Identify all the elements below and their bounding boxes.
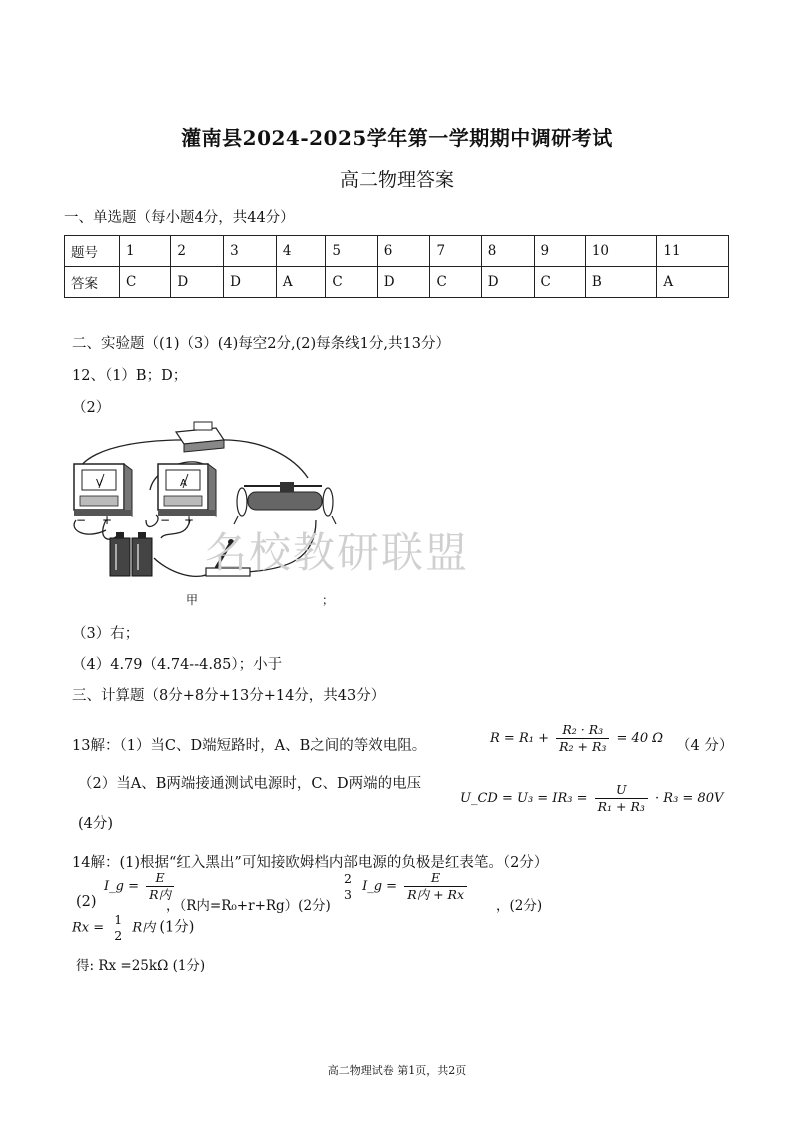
table-cell: D <box>171 267 224 298</box>
q13-formula2-right: · R₃ = 80V <box>655 791 724 806</box>
table-cell: C <box>430 267 481 298</box>
fraction-numerator: U <box>595 782 648 799</box>
q14-eq2-left: I_g = <box>362 879 398 894</box>
q13-formula1-left: R = R₁ + <box>490 731 549 746</box>
table-cell: 10 <box>585 236 657 267</box>
fraction-denominator: 2 <box>114 928 123 943</box>
q13-formula1 <box>490 722 663 755</box>
fraction-denominator: R内 <box>149 887 172 902</box>
table-row-answers <box>65 267 729 298</box>
table-cell: 7 <box>430 236 481 267</box>
section2-heading: 二、实验题（(1)（3）(4)每空2分,(2)每条线1分,共13分） <box>72 336 450 352</box>
voltmeter-label: V <box>96 478 103 489</box>
voltmeter-plus: + <box>102 513 113 527</box>
table-cell: C <box>534 267 585 298</box>
ammeter <box>158 464 216 527</box>
q14-eq1-left: I_g = <box>104 879 139 894</box>
page-subtitle: 高二物理答案 <box>339 169 454 191</box>
rheostat <box>234 482 336 524</box>
figure-caption: 甲 <box>186 593 199 607</box>
table-row-questions <box>65 236 729 267</box>
fraction-numerator: 1 <box>114 912 123 927</box>
table-cell: A <box>657 267 729 298</box>
fraction-denominator: R₂ + R₃ <box>559 739 607 754</box>
q12-part2: （2） <box>72 400 111 416</box>
table-cell: B <box>585 267 657 298</box>
q14-eq2-fraction <box>404 870 467 903</box>
ammeter-minus: − <box>160 513 171 527</box>
ammeter-label: A <box>180 478 187 489</box>
q14-eq2 <box>338 870 470 903</box>
q14-eq2-note: ，(2分) <box>496 898 543 914</box>
table-cell: 2 <box>171 236 224 267</box>
table-header-cell: 答案 <box>65 267 120 298</box>
fraction-denominator: 3 <box>344 886 352 902</box>
q14-eq3-coef <box>111 912 125 944</box>
section3-heading: 三、计算题（8分+8分+13分+14分，共43分） <box>72 688 386 704</box>
q13-formula1-fraction <box>556 722 609 755</box>
fraction-denominator: R内 + Rx <box>407 887 465 902</box>
section1-heading: 一、单选题（每小题4分，共44分） <box>64 210 295 226</box>
table-cell: 6 <box>377 236 430 267</box>
page-title: 灌南县2024-2025学年第一学期期中调研考试 <box>181 126 613 150</box>
q12-part3: （3）右； <box>72 626 140 642</box>
fraction-numerator: E <box>146 870 174 887</box>
q12-part4: （4）4.79（4.74--4.85）；小于 <box>72 657 283 673</box>
table-cell: A <box>276 267 326 298</box>
q14-eq3-left: Rx = <box>72 920 105 936</box>
watermark: 名校教研联盟 <box>205 528 470 577</box>
q13-formula1-right: = 40 Ω <box>616 731 664 746</box>
q14-part1: 14解：(1)根据“红入黑出”可知接欧姆档内部电源的负极是红表笔。（2分） <box>72 855 549 871</box>
q13-part1: 13解：（1）当C、D端短路时，A、B之间的等效电阻。 <box>72 738 427 754</box>
table-cell: D <box>481 267 534 298</box>
table-cell: 3 <box>224 236 277 267</box>
table-cell: D <box>224 267 277 298</box>
fraction-numerator: 2 <box>344 870 352 886</box>
fraction-numerator: R₂ · R₃ <box>556 722 609 739</box>
q14-eq3-note: (1分) <box>159 919 195 936</box>
ammeter-plus: + <box>184 513 195 527</box>
q14-eq3-right: R内 <box>132 920 156 936</box>
answer-table <box>64 235 729 298</box>
q14-part2-label: (2) <box>76 894 97 910</box>
q13-formula2-left: U_CD = U₃ = IR₃ = <box>460 791 588 806</box>
table-cell: C <box>120 267 171 298</box>
voltmeter-minus: − <box>76 513 87 527</box>
q14-eq1-note: ，（R内=R₀+r+Rg）(2分) <box>166 898 331 914</box>
table-cell: 1 <box>120 236 171 267</box>
page-footer: 高二物理试卷 第1页，共2页 <box>327 1064 467 1077</box>
table-cell: 4 <box>276 236 326 267</box>
table-cell: 9 <box>534 236 585 267</box>
voltmeter <box>74 464 132 527</box>
table-cell: 5 <box>326 236 377 267</box>
q14-eq3 <box>72 912 194 944</box>
q13-formula2 <box>460 782 723 815</box>
fraction-denominator: R₁ + R₃ <box>597 799 645 814</box>
q13-score1: （4 分） <box>676 738 734 754</box>
table-cell: D <box>377 267 430 298</box>
switch-top <box>176 422 224 452</box>
q13-score2: (4分) <box>78 816 114 832</box>
table-cell: 8 <box>481 236 534 267</box>
battery <box>110 532 152 576</box>
figure-end-mark: ； <box>322 593 335 607</box>
table-cell: 11 <box>657 236 729 267</box>
q14-result: 得: Rx =25kΩ (1分) <box>76 958 206 974</box>
q13-formula2-fraction <box>595 782 648 815</box>
q14-eq2-coef <box>341 871 355 903</box>
q12-part1: 12、（1）B；D； <box>72 368 188 384</box>
q13-part2: （2）当A、B两端接通测试电源时，C、D两端的电压 <box>78 776 422 792</box>
table-cell: C <box>326 267 377 298</box>
fraction-numerator: E <box>404 870 467 887</box>
table-header-cell: 题号 <box>65 236 120 267</box>
